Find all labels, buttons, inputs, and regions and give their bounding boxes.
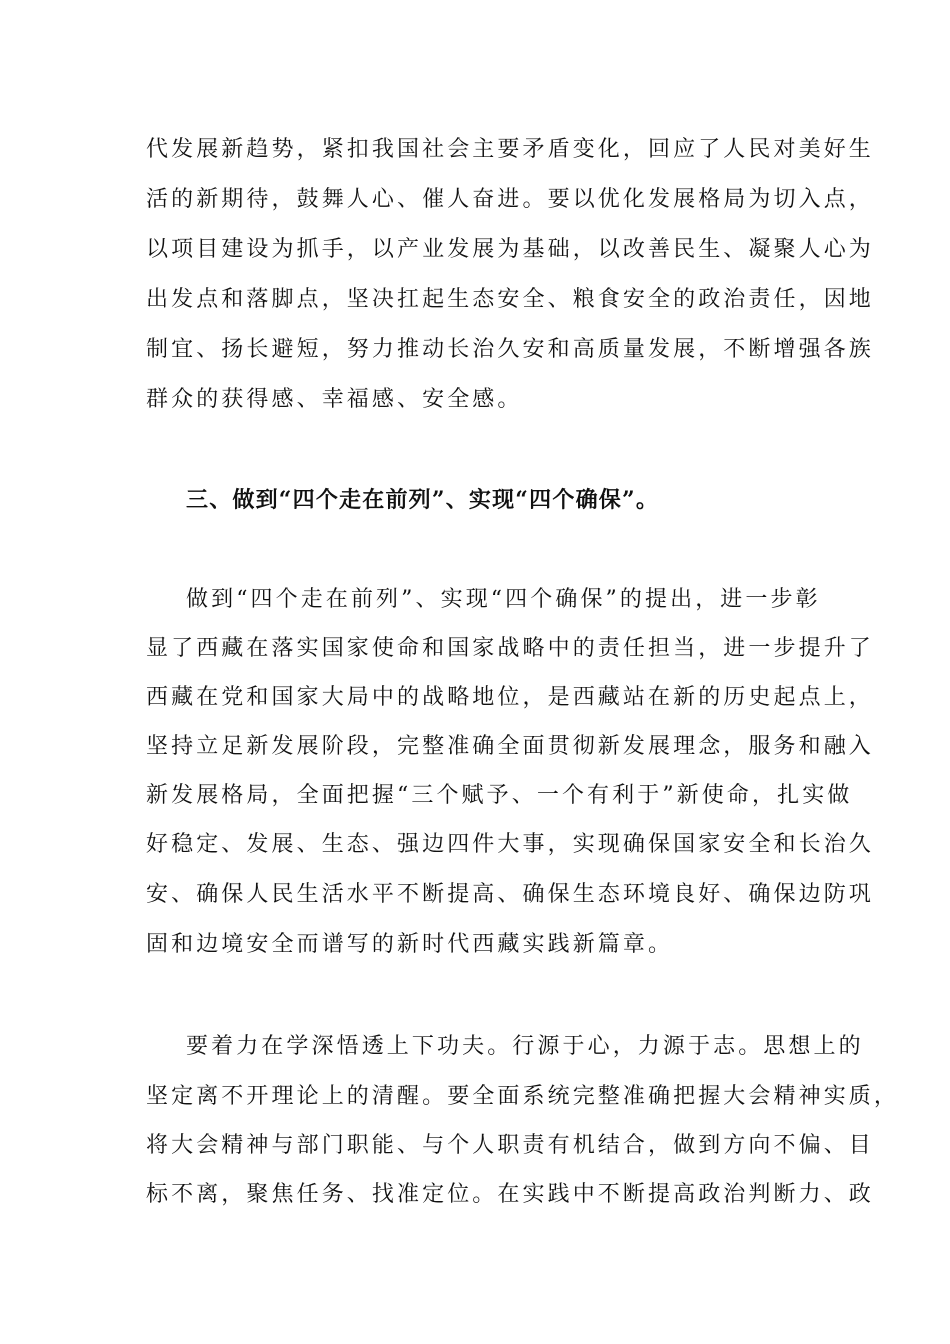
para3-line-2: 坚定离不开理论上的清醒。要全面系统完整准确把握大会精神实质， — [146, 1084, 900, 1109]
para2-line-7: 安、确保人民生活水平不断提高、确保生态环境良好、确保边防巩 — [146, 882, 874, 907]
para3-line-4: 标不离，聚焦任务、找准定位。在实践中不断提高政治判断力、政 — [146, 1182, 874, 1207]
para3-line-1: 要着力在学深悟透上下功夫。行源于心，力源于志。思想上的 — [186, 1034, 864, 1059]
para2-line-5: 新发展格局，全面把握“三个赋予、一个有利于”新使命，扎实做 — [146, 783, 853, 808]
para2-line-4: 坚持立足新发展阶段，完整准确全面贯彻新发展理念，服务和融入 — [146, 734, 874, 759]
para1-line-4: 出发点和落脚点，坚决扛起生态安全、粮食安全的政治责任，因地 — [146, 287, 874, 312]
para2-line-8: 固和边境安全而谱写的新时代西藏实践新篇章。 — [146, 932, 674, 957]
para2-line-3: 西藏在党和国家大局中的战略地位，是西藏站在新的历史起点上， — [146, 685, 874, 710]
para2-line-1: 做到“四个走在前列”、实现“四个确保”的提出，进一步彰 — [186, 587, 821, 612]
para3-line-3: 将大会精神与部门职能、与个人职责有机结合，做到方向不偏、目 — [146, 1133, 874, 1158]
para1-line-5: 制宜、扬长避短，努力推动长治久安和高质量发展，不断增强各族 — [146, 337, 874, 362]
para2-line-2: 显了西藏在落实国家使命和国家战略中的责任担当，进一步提升了 — [146, 636, 874, 661]
para1-line-3: 以项目建设为抓手，以产业发展为基础，以改善民生、凝聚人心为 — [146, 237, 874, 262]
para1-line-2: 活的新期待，鼓舞人心、催人奋进。要以优化发展格局为切入点， — [146, 187, 874, 212]
para1-line-6: 群众的获得感、幸福感、安全感。 — [146, 387, 523, 412]
para2-line-6: 好稳定、发展、生态、强边四件大事，实现确保国家安全和长治久 — [146, 832, 874, 857]
section-heading-3: 三、做到“四个走在前列”、实现“四个确保”。 — [186, 487, 660, 513]
para1-line-1: 代发展新趋势，紧扣我国社会主要矛盾变化，回应了人民对美好生 — [146, 137, 874, 162]
